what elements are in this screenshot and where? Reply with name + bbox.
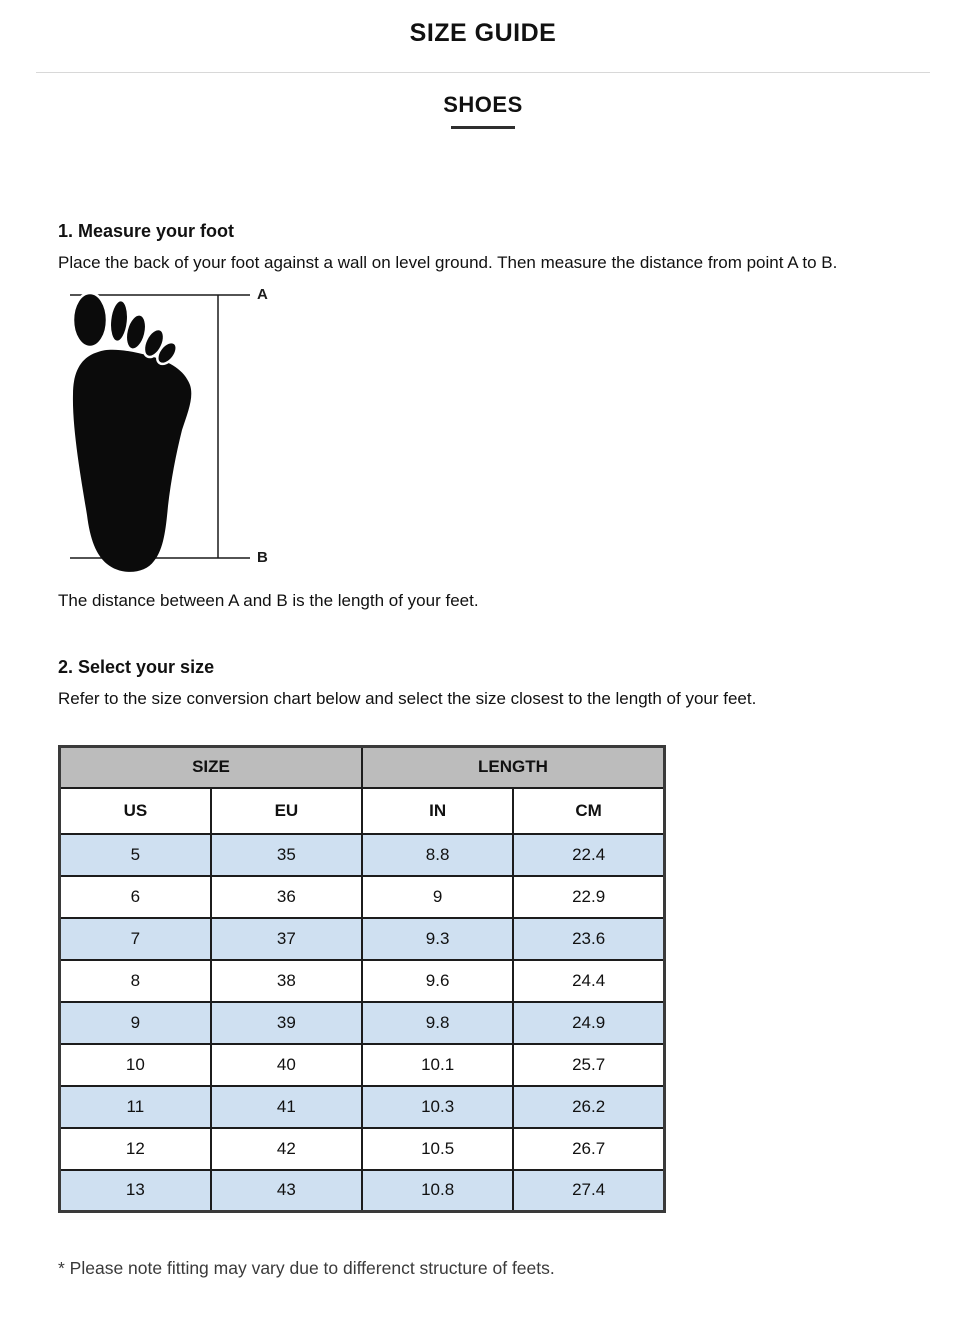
table-cell: 37 — [211, 918, 362, 960]
step1-caption: The distance between A and B is the length of your feet. — [58, 591, 479, 610]
table-cell: 36 — [211, 876, 362, 918]
table-cell: 35 — [211, 834, 362, 876]
table-row — [60, 1002, 665, 1044]
category-title: SHOES — [443, 92, 523, 117]
foot-measurement-diagram — [70, 282, 300, 578]
table-row — [60, 960, 665, 1002]
table-group-header-row — [60, 747, 665, 788]
column-header-eu: EU — [211, 788, 362, 834]
table-cell: 9 — [362, 876, 513, 918]
table-cell: 6 — [60, 876, 211, 918]
table-cell: 10.8 — [362, 1170, 513, 1212]
table-cell: 23.6 — [513, 918, 664, 960]
size-conversion-table — [58, 745, 666, 1213]
section-select-size — [58, 658, 908, 709]
table-cell: 12 — [60, 1128, 211, 1170]
header-divider — [36, 72, 930, 73]
table-row — [60, 1044, 665, 1086]
section-measure-foot — [58, 222, 908, 611]
table-cell: 40 — [211, 1044, 362, 1086]
table-cell: 13 — [60, 1170, 211, 1212]
table-cell: 10.1 — [362, 1044, 513, 1086]
step1-instructions: Place the back of your foot against a wall on level ground. Then measure the distance from point A to B. — [58, 253, 838, 272]
table-cell: 5 — [60, 834, 211, 876]
diagram-label-b: B — [257, 549, 268, 566]
table-cell: 8 — [60, 960, 211, 1002]
table-cell: 22.9 — [513, 876, 664, 918]
group-header-length: LENGTH — [362, 747, 665, 788]
column-header-us: US — [60, 788, 211, 834]
table-cell: 25.7 — [513, 1044, 664, 1086]
group-header-size: SIZE — [60, 747, 363, 788]
table-cell: 24.9 — [513, 1002, 664, 1044]
table-row — [60, 918, 665, 960]
table-row — [60, 876, 665, 918]
category-underline — [451, 126, 515, 129]
table-column-header-row — [60, 788, 665, 834]
step2-heading: 2. Select your size — [58, 657, 215, 677]
table-cell: 27.4 — [513, 1170, 664, 1212]
column-header-in: IN — [362, 788, 513, 834]
table-cell: 22.4 — [513, 834, 664, 876]
foot-diagram-graphic — [70, 282, 300, 578]
table-cell: 10.3 — [362, 1086, 513, 1128]
table-cell: 38 — [211, 960, 362, 1002]
table-row — [60, 1170, 665, 1212]
table-cell: 11 — [60, 1086, 211, 1128]
diagram-label-a: A — [257, 286, 268, 303]
table-cell: 41 — [211, 1086, 362, 1128]
step1-heading: 1. Measure your foot — [58, 221, 235, 241]
table-row — [60, 1086, 665, 1128]
table-cell: 43 — [211, 1170, 362, 1212]
footnote: * Please note fitting may vary due to differenct structure of feets. — [58, 1258, 555, 1278]
page-title: SIZE GUIDE — [409, 19, 557, 47]
table-cell: 9.3 — [362, 918, 513, 960]
foot-silhouette-icon — [73, 293, 191, 572]
column-header-cm: CM — [513, 788, 664, 834]
table-cell: 7 — [60, 918, 211, 960]
table-cell: 24.4 — [513, 960, 664, 1002]
table-row — [60, 834, 665, 876]
table-cell: 10 — [60, 1044, 211, 1086]
step2-instructions: Refer to the size conversion chart below and select the size closest to the length of your feet. — [58, 689, 757, 708]
table-cell: 9.6 — [362, 960, 513, 1002]
table-cell: 26.2 — [513, 1086, 664, 1128]
table-cell: 9 — [60, 1002, 211, 1044]
table-row — [60, 1128, 665, 1170]
table-cell: 39 — [211, 1002, 362, 1044]
table-cell: 9.8 — [362, 1002, 513, 1044]
table-cell: 10.5 — [362, 1128, 513, 1170]
table-cell: 26.7 — [513, 1128, 664, 1170]
table-cell: 8.8 — [362, 834, 513, 876]
table-cell: 42 — [211, 1128, 362, 1170]
